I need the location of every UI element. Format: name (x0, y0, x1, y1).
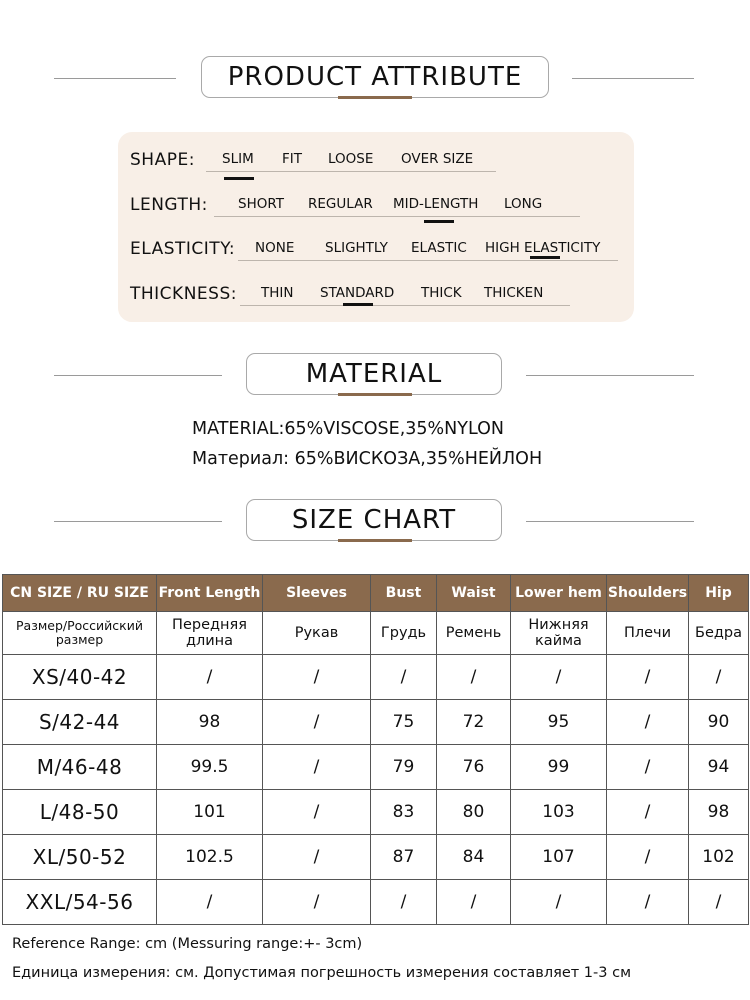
column-header-ru: Плечи (607, 612, 689, 655)
table-cell: 101 (157, 790, 263, 835)
table-row (3, 835, 749, 880)
table-cell: / (263, 745, 371, 790)
table-cell: 98 (157, 700, 263, 745)
material-header (0, 353, 750, 399)
material-ru (192, 449, 542, 469)
column-header-ru: Передняя длина (157, 612, 263, 655)
table-cell: 98 (689, 790, 749, 835)
selected-marker (224, 177, 254, 180)
attribute-option: MID-LENGTH (393, 196, 479, 212)
column-header: Sleeves (263, 575, 371, 612)
table-cell: / (607, 790, 689, 835)
size-cell: XS/40-42 (3, 655, 157, 700)
table-cell: 75 (371, 700, 437, 745)
title-accent-bar (338, 96, 412, 99)
reference-range-note-en: Reference Range: cm (Messuring range:+- 3cm) (12, 936, 363, 952)
table-cell: / (263, 790, 371, 835)
table-cell: / (607, 655, 689, 700)
table-cell: / (371, 655, 437, 700)
attribute-row-length (118, 189, 634, 219)
header-row-en (3, 575, 749, 612)
table-cell: / (157, 880, 263, 925)
table-cell: / (511, 880, 607, 925)
table-cell: / (607, 700, 689, 745)
header-rule-right (526, 521, 694, 522)
attribute-row-shape (118, 144, 634, 174)
size-cell: XXL/54-56 (3, 880, 157, 925)
table-cell: / (689, 880, 749, 925)
material-label-ru: Материал: (192, 449, 290, 469)
table-cell: 72 (437, 700, 511, 745)
table-cell: 90 (689, 700, 749, 745)
table-row (3, 790, 749, 835)
size-cell: M/46-48 (3, 745, 157, 790)
table-cell: / (263, 835, 371, 880)
table-cell: / (263, 655, 371, 700)
table-row (3, 655, 749, 700)
section-title: PRODUCT ATTRIBUTE (201, 56, 549, 98)
attribute-option: HIGH ELASTICITY (485, 240, 601, 256)
product-attribute-header (0, 56, 750, 102)
header-rule-left (54, 78, 176, 79)
title-accent-bar (338, 393, 412, 396)
attribute-row-thickness (118, 278, 634, 308)
table-cell: 83 (371, 790, 437, 835)
attribute-option: THICK (421, 285, 462, 301)
table-cell: 79 (371, 745, 437, 790)
table-cell: / (437, 880, 511, 925)
attribute-underline (238, 260, 618, 261)
attribute-underline (214, 216, 580, 217)
table-row (3, 880, 749, 925)
attribute-underline (206, 171, 496, 172)
table-cell: 107 (511, 835, 607, 880)
attribute-option: NONE (255, 240, 295, 256)
size-chart-header (0, 499, 750, 545)
table-cell: 80 (437, 790, 511, 835)
column-header-ru: Рукав (263, 612, 371, 655)
column-header-ru: Ремень (437, 612, 511, 655)
header-rule-right (526, 375, 694, 376)
table-cell: / (511, 655, 607, 700)
column-header-ru: Нижняя кайма (511, 612, 607, 655)
attribute-label: LENGTH: (130, 195, 208, 215)
attribute-option: THIN (261, 285, 294, 301)
table-cell: 76 (437, 745, 511, 790)
table-cell: 84 (437, 835, 511, 880)
table-cell: / (263, 700, 371, 745)
column-header: Hip (689, 575, 749, 612)
attribute-label: THICKNESS: (130, 284, 237, 304)
header-rule-left (54, 521, 222, 522)
section-title: SIZE CHART (246, 499, 502, 541)
table-cell: 99 (511, 745, 607, 790)
column-header-ru: Бедра (689, 612, 749, 655)
attribute-option: ELASTIC (411, 240, 467, 256)
table-cell: / (689, 655, 749, 700)
column-header: CN SIZE / RU SIZE (3, 575, 157, 612)
column-header: Waist (437, 575, 511, 612)
attribute-option: SLIGHTLY (325, 240, 388, 256)
table-cell: 102 (689, 835, 749, 880)
attribute-option: SHORT (238, 196, 284, 212)
attribute-underline (240, 305, 570, 306)
table-cell: / (371, 880, 437, 925)
material-en (192, 419, 504, 439)
attribute-option: STANDARD (320, 285, 395, 301)
header-rule-left (54, 375, 222, 376)
table-cell: / (437, 655, 511, 700)
table-cell: 103 (511, 790, 607, 835)
attribute-option: THICKEN (484, 285, 544, 301)
column-header: Bust (371, 575, 437, 612)
attribute-option: LONG (504, 196, 543, 212)
table-cell: / (157, 655, 263, 700)
header-row-ru (3, 612, 749, 655)
table-cell: 102.5 (157, 835, 263, 880)
size-cell: L/48-50 (3, 790, 157, 835)
attribute-option: OVER SIZE (401, 151, 474, 167)
table-cell: / (607, 835, 689, 880)
table-row (3, 700, 749, 745)
table-cell: / (607, 745, 689, 790)
column-header: Front Length (157, 575, 263, 612)
material-label-en: MATERIAL: (192, 419, 285, 439)
size-cell: S/42-44 (3, 700, 157, 745)
table-cell: / (607, 880, 689, 925)
column-header-ru: Размер/Российский размер (3, 612, 157, 655)
column-header-ru: Грудь (371, 612, 437, 655)
size-chart-table (2, 574, 749, 925)
attribute-option: FIT (282, 151, 302, 167)
column-header: Lower hem (511, 575, 607, 612)
title-accent-bar (338, 539, 412, 542)
attribute-option: SLIM (222, 151, 254, 167)
table-row (3, 745, 749, 790)
table-cell: 95 (511, 700, 607, 745)
material-value-en: 65%VISCOSE,35%NYLON (284, 419, 504, 439)
section-title: MATERIAL (246, 353, 502, 395)
attribute-label: ELASTICITY: (130, 239, 236, 259)
size-cell: XL/50-52 (3, 835, 157, 880)
product-attribute-panel (118, 132, 634, 322)
attribute-option: REGULAR (308, 196, 373, 212)
attribute-label: SHAPE: (130, 150, 195, 170)
attribute-option: LOOSE (328, 151, 374, 167)
table-cell: / (263, 880, 371, 925)
header-rule-right (572, 78, 694, 79)
selected-marker (343, 303, 373, 306)
material-value-ru: 65%ВИСКОЗА,35%НЕЙЛОН (294, 449, 543, 469)
table-cell: 94 (689, 745, 749, 790)
column-header: Shoulders (607, 575, 689, 612)
table-cell: 87 (371, 835, 437, 880)
attribute-row-elasticity (118, 233, 634, 263)
table-cell: 99.5 (157, 745, 263, 790)
selected-marker (424, 220, 454, 223)
selected-marker (530, 256, 560, 259)
reference-range-note-ru: Единица измерения: см. Допустимая погрешность измерения составляет 1-3 см (12, 965, 632, 981)
